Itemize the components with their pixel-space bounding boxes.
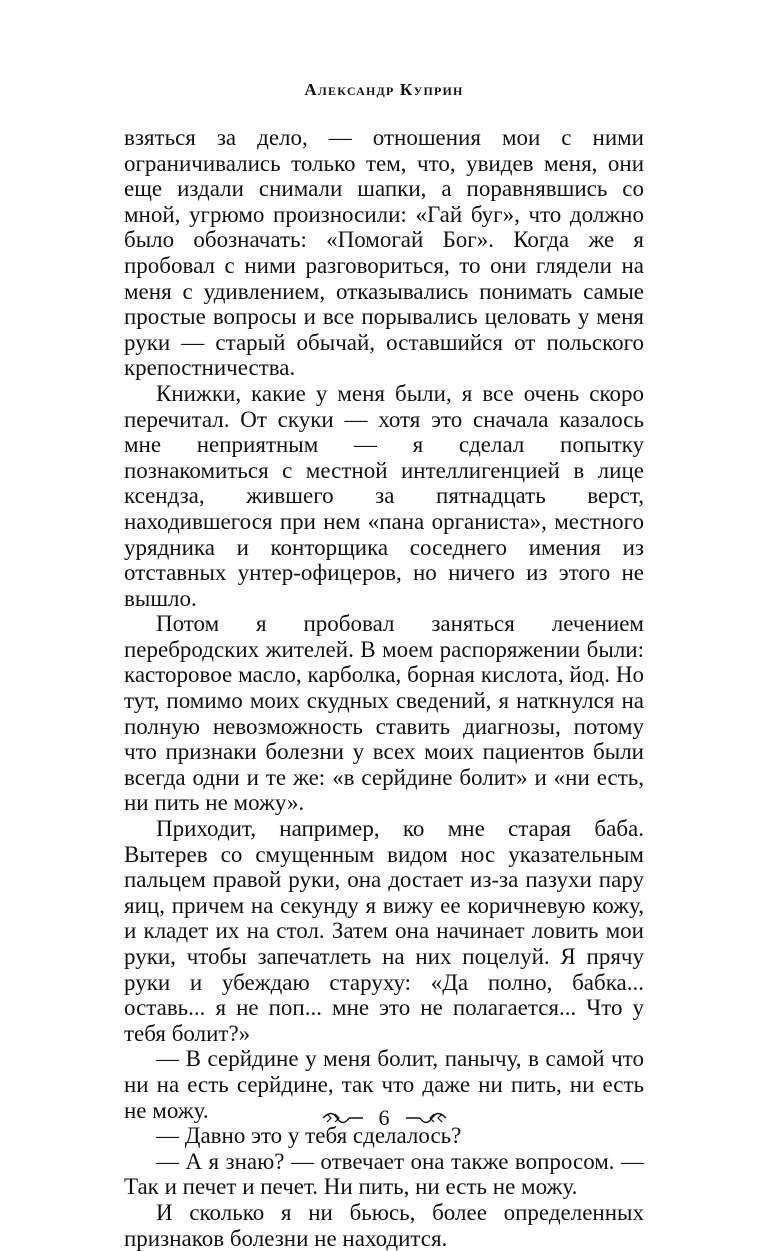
running-title: Александр Куприн [304,80,464,99]
page-number: 6 [378,1105,390,1130]
paragraph: — В серйдине у меня болит, панычу, в самой что ни на есть серйдине, так что даже ни пить, ни есть не можу. [124,1046,644,1123]
paragraph: — Давно это у тебя сделалось? [156,1123,462,1149]
paragraph: И сколько я ни бьюсь, более определенных признаков болезни не находится. [124,1199,644,1251]
flourish-left-icon [321,1110,365,1126]
paragraph: Книжки, какие у меня были, я все очень скоро перечитал. От скуки — хотя это сначала казалось мне неприятным — я сделал попытку познакомиться с местной интеллигенцией в лице ксендза, жившего за пятнадцать верст, находившегося при нем «пана органиста», местного урядника и конторщика соседнего имения из отставных унтер-офицеров, но ничего из этого не вышло. [124,380,644,611]
paragraph: взяться за дело, — отношения мои с ними ограничивались только тем, что, увидев меня, они еще издали снимали шапки, а поравнявшись со мной, угрюмо произносили: «Гай буг», что должно было обозначать: «Помогай Бог». Когда же я пробовал с ними разговориться, то они глядели на меня с удивлением, отказывались понимать самые простые вопросы и все порывались целовать у меня руки — старый обычай, оставшийся от польского крепостничества. [124,125,644,381]
paragraph: Приходит, например, ко мне старая баба. Вытерев со смущенным видом нос указательным пальцем правой руки, она достает из-за пазухи пару яиц, причем на секунду я вижу ее коричневую кожу, и кладет их на стол. Затем она начинает ловить мои руки, чтобы запечатлеть на них поцелуй. Я прячу руки и убеждаю старуху: «Да полно, бабка... оставь... я не поп... мне это не полагается... Что у тебя болит?» [124,816,644,1046]
body-text [124,125,644,1251]
flourish-right-icon [404,1110,448,1126]
paragraph: Потом я пробовал заняться лечением перебродских жителей. В моем распоряжении были: касторовое масло, карболка, борная кислота, йод. Но тут, помимо моих скудных сведений, я наткнулся на полную невозможность ставить диагнозы, потому что признаки болезни у всех моих пациентов были всегда одни и те же: «в серйдине болит» и «ни есть, ни пить не можу». [124,611,644,816]
paragraph: — А я знаю? — отвечает она также вопросом. — Так и печет и печет. Ни пить, ни есть не можу. [124,1148,644,1200]
page-footer [0,1105,768,1131]
